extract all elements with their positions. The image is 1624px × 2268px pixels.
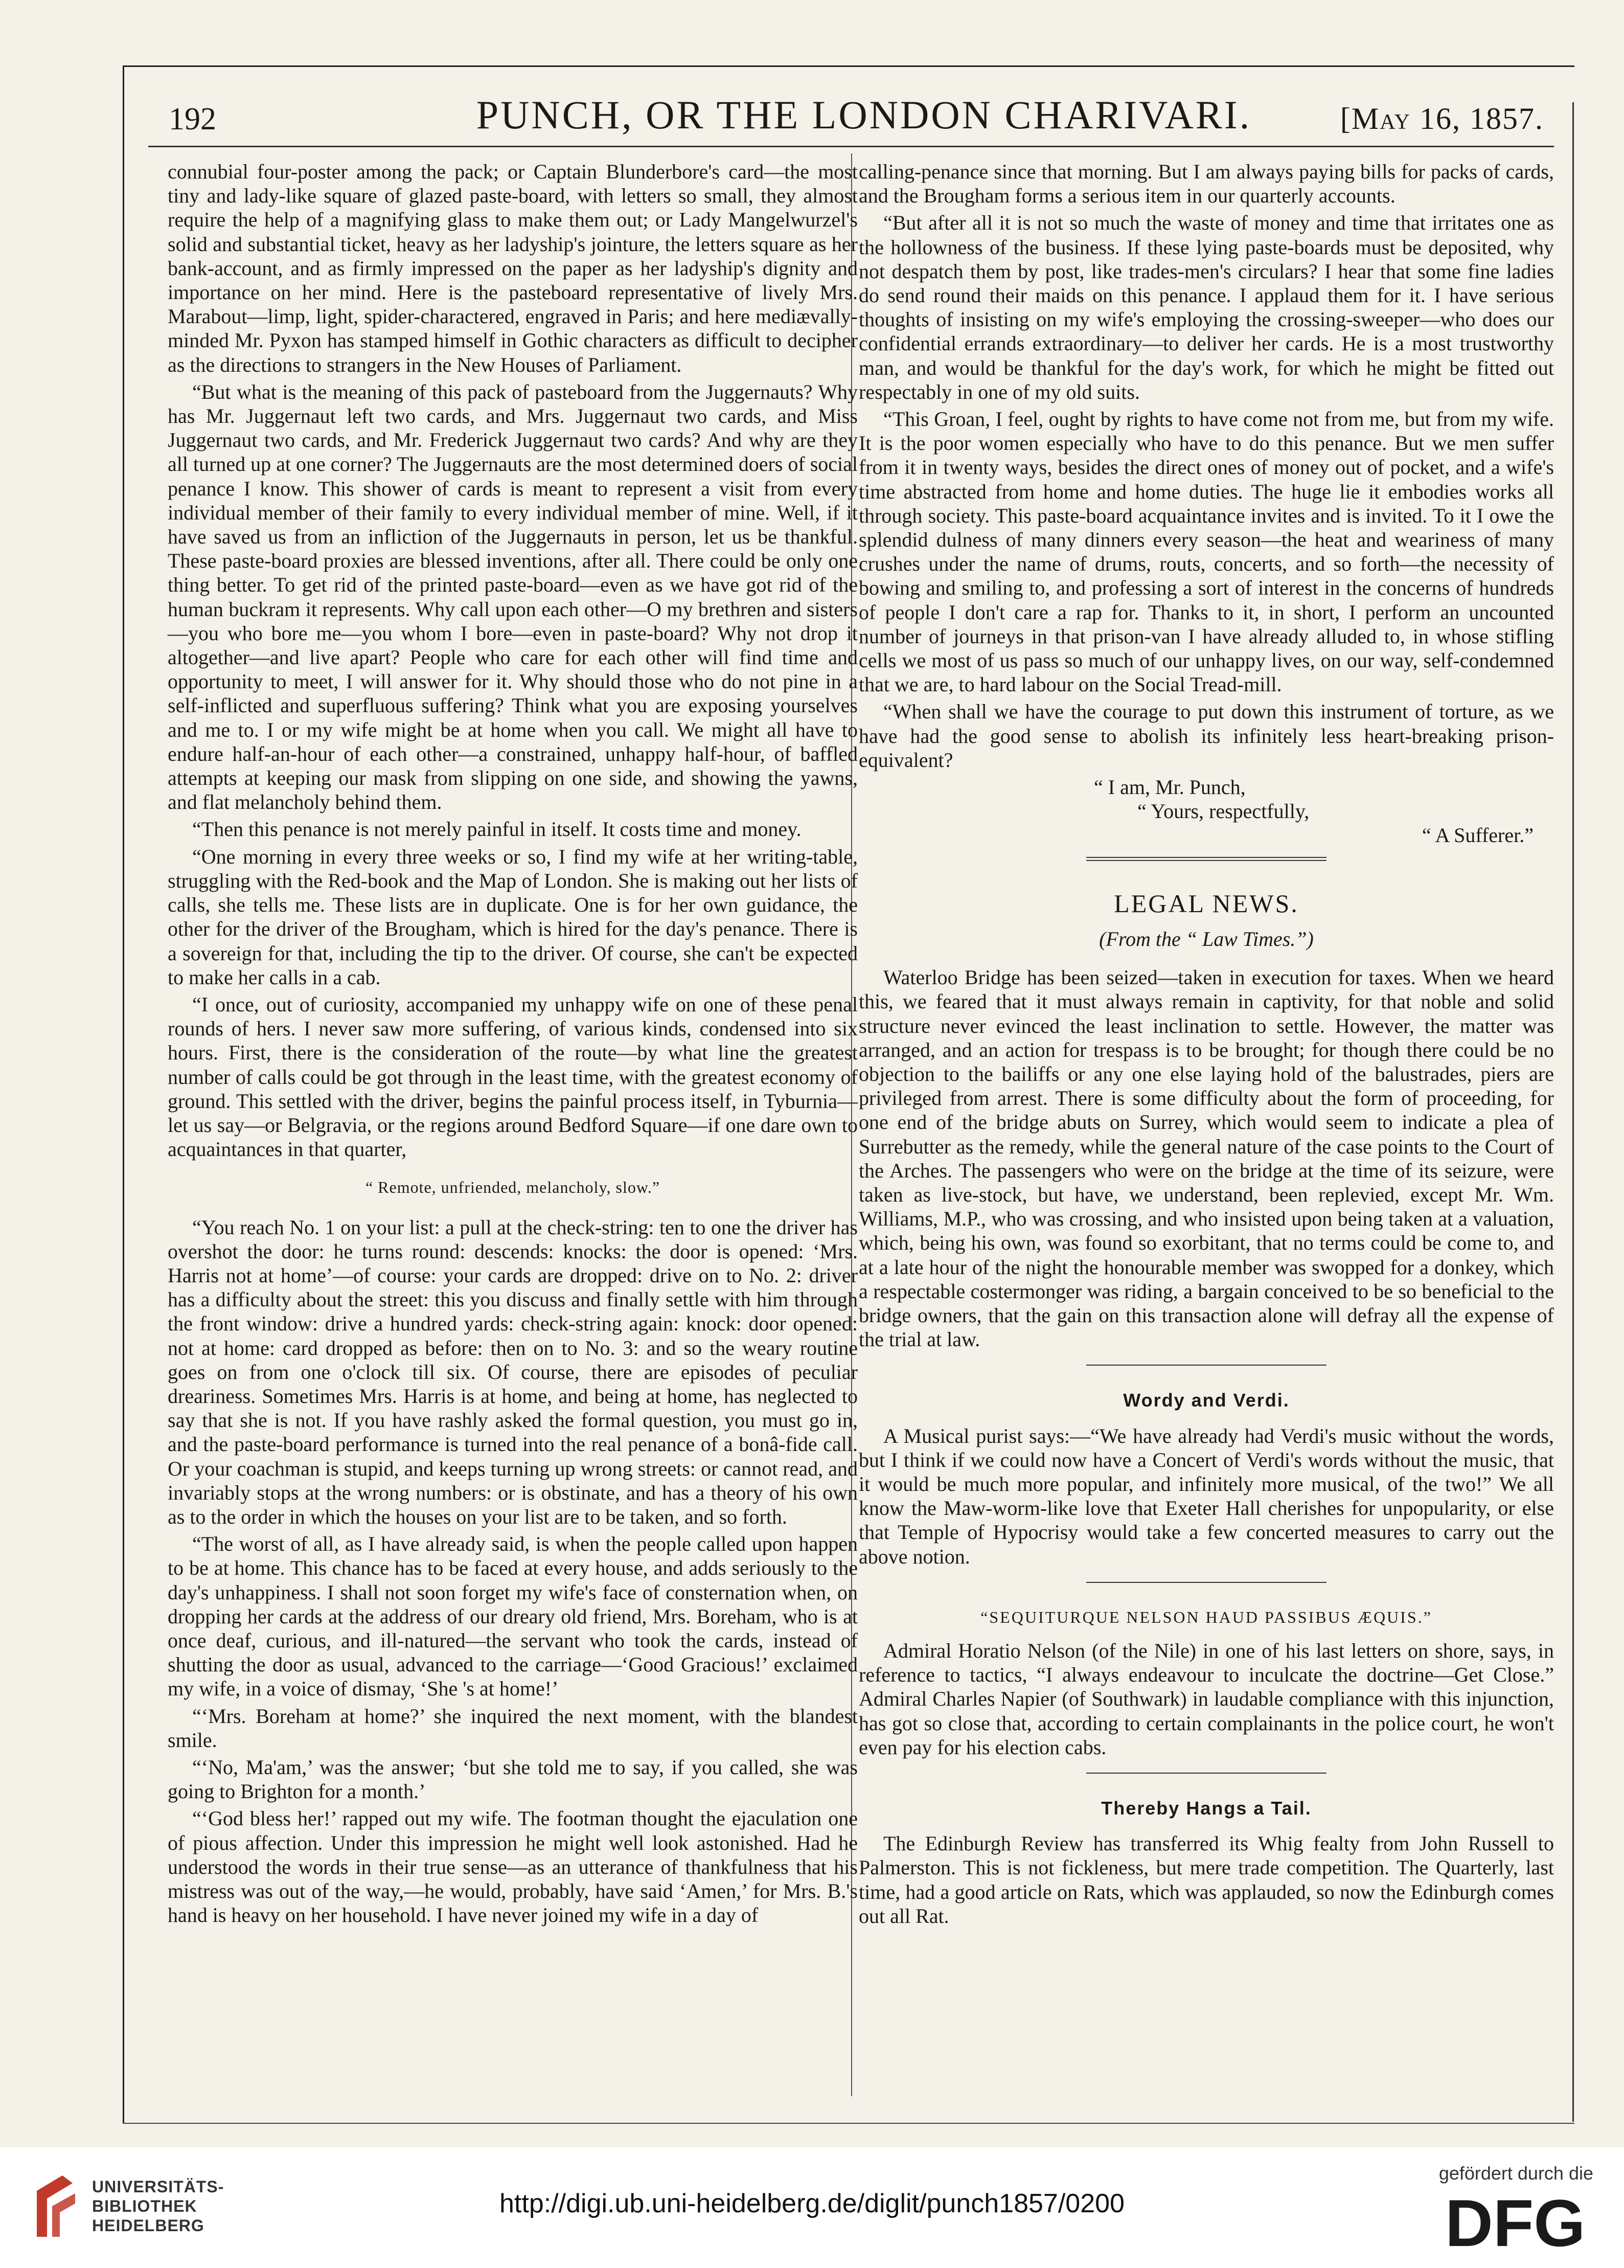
library-name-line: UNIVERSITÄTS- [92,2178,224,2196]
legal-news-text: Waterloo Bridge has been seized—taken in execution for taxes. When we heard this, we feared that it must always remain in captivity, for that noble and solid structure never evinced the least inclination to settle. However, the matter was arranged, and an action for trespass is to be brought; for though there could be no objection to the bailiffs or any one else laying hold of the balustrades, piers are privileged from arrest. There is some difficulty about the form of proceeding, for one end of the bridge abuts on Surrey, which would seem to indicate a plea of Surrebutter as the remedy, while the general nature of the case points to the Court of the Arches. The passengers who were on the bridge at the time of its seizure, were taken as live-stock, but have, we understand, been replevied, except Mr. Wm. Williams, M.P., who was crossing, and who insisted upon being taken at a valuation, which, being his own, was found so exorbitant, that no terms could be come to, and at a late hour of the night the honourable member was swopped for a donkey, which a respectable costermonger was riding, a bargain conceived to be so beneficial to the bridge owners, that the gain on this transaction alone will defray all the expense of the trial at law. [859,966,1554,1351]
article-paragraph: “I once, out of curiosity, accompanied my unhappy wife on one of these penal rounds of hers. I never saw more suffering, of various kinds, condensed into six hours. First, there is the consideration of the route—by what line the greatest number of calls could be got through in the least time, with the greatest economy of ground. This settled with the driver, begins the painful process itself, in Tyburnia—let us say—or Belgravia, or the regions around Bedford Square—if one dare own to acquaintances in that quarter, [168,992,858,1161]
section-divider [1086,857,1326,861]
digitization-footer [0,2147,1624,2268]
article-paragraph: “‘Mrs. Boreham at home?’ she inquired the next moment, with the blandest smile. [168,1704,858,1752]
wordy-verdi-title: Wordy and Verdi. [1123,1390,1290,1411]
funding-text: gefördert durch die [1438,2163,1593,2184]
wordy-verdi-text: A Musical purist says:—“We have already had Verdi's music without the words, but I think if we could now have a Concert of Verdi's words without the music, that it would be much more popular, and infinitely more musical, of the two!” We all know the Maw-worm-like love that Exeter Hall cherishes for unpopularity, or else that Temple of Hypocrisy would take a few concerted measures to carry out the above notion. [859,1424,1554,1568]
article-paragraph: “You reach No. 1 on your list: a pull at the check-string: ten to one the driver has overshot the door: he turns round: descends: knocks: the door is opened: ‘Mrs. Harris not at home’—of course: your cards are dropped: drive on to No. 2: driver has a difficulty about the street: this you discuss and finally settle with him through the front window: drive a hundred yards: check-string again: knock: door opened: not at home: card dropped as before: then on to No. 3: and so the weary routine goes on from one o'clock till six. Of course, there are episodes of peculiar dreariness. Sometimes Mrs. Harris is at home, and being at home, has neglected to say that she is not. If you have rashly asked the formal question, you must go in, and the paste-board performance is turned into the real penance of a bonâ-fide call. Or your coachman is stupid, and keeps turning up wrong streets: or cannot read, and invariably stops at the wrong numbers: or is obstinate, and has a theory of his own as to the order in which the houses on your list are to be taken, and so forth. [168,1215,858,1528]
page-number: 192 [169,102,216,137]
nelson-motto: “SEQUITURQUE NELSON HAUD PASSIBUS ÆQUIS.” [980,1607,1432,1626]
source-url-link[interactable]: http://digi.ub.uni-heidelberg.de/diglit/punch1857/0200 [499,2189,1125,2218]
nelson-text: Admiral Horatio Nelson (of the Nile) in one of his last letters on shore, says, in reference to tactics, “I always endeavour to inculcate the doctrine—Get Close.” Admiral Charles Napier (of Southwark) in laudable compliance with this injunction, has got so close that, according to certain complainants in the police court, he won't even pay for his election cabs. [859,1639,1554,1759]
page-frame-bottom [123,2123,1574,2124]
signature-line: “ I am, Mr. Punch, [1094,776,1246,799]
left-column [168,160,858,1930]
article-paragraph: “The worst of all, as I have already said, is when the people called upon happen to be at home. This chance has to be faced at every house, and adds seriously to the day's unhappiness. I shall not soon forget my wife's face of consternation when, on dropping her cards at the address of our dreary old friend, Mrs. Boreham, who is at once deaf, curious, and ill-natured—the servant who took the cards, instead of shutting the door as usual, advanced to the carriage—‘Good Gracious!’ exclaimed my wife, in a voice of dismay, ‘She 's at home!’ [168,1532,858,1700]
right-column [859,160,1554,1931]
dfg-logo-icon [1445,2191,1593,2252]
issue-date: [May 16, 1857. [1340,102,1544,135]
page-frame-left [123,65,124,2123]
signature-line: “ A Sufferer.” [1422,824,1534,847]
tail-title: Thereby Hangs a Tail. [1101,1797,1312,1819]
article-paragraph: “This Groan, I feel, ought by rights to have come not from me, but from my wife. It is the poor women especially who have to do this penance. But we men suffer from it in twenty ways, besides the direct ones of money out of pocket, and a wife's time abstracted from home and home duties. The huge lie it embodies works all through society. This paste-board acquaintance invites and is invited. To it I owe the splendid dulness of many dinners every season—the heat and weariness of many crushes under the name of drums, routs, concerts, and so forth—the necessity of bowing and smiling to, and professing a sort of interest in the concerns of hundreds of people I don't care a rap for. Thanks to it, in short, I perform an uncounted number of journeys in that prison-van I have already alluded to, in whose stifling cells we most of us pass so much of our unhappy lives, on our way, self-condemned that we are, to hard labour on the Social Tread-mill. [859,407,1554,696]
article-paragraph: “‘God bless her!’ rapped out my wife. The footman thought the ejaculation one of pious affection. Under this impression he might well look astonished. Had he understood the words in their true sense—as an utterance of thankfulness that his mistress was out of the way,—he would, probably, have said ‘Amen,’ for Mrs. B.'s hand is heavy on her household. I have never joined my wife in a day of [168,1807,858,1927]
legal-news-title: LEGAL NEWS. [1114,889,1299,918]
running-head [164,87,1564,148]
signature-line: “ Yours, respectfully, [1137,800,1310,823]
section-divider [1086,1773,1326,1774]
article-paragraph: “Then this penance is not merely painful in itself. It costs time and money. [192,818,802,841]
section-divider [1086,1582,1326,1583]
legal-news-source: (From the “ Law Times.”) [1099,927,1314,950]
article-paragraph: connubial four-poster among the pack; or Captain Blunderbore's card—the most tiny and lady-like square of glazed paste-board, with letters so small, they almost require the help of a magnifying glass to make them out; or Lady Mangelwurzel's solid and substantial ticket, heavy as her ladyship's jointure, the letters square as her bank-account, and as firmly impressed on the paper as her ladyship's dignity and importance on her mind. Here is the pasteboard representative of lively Mrs. Marabout—limp, light, spider-charactered, engraved in Paris; and here mediævally-minded Mr. Pyxon has stamped himself in Gothic characters as difficult to decipher as the directions to strangers in the New Houses of Parliament. [168,160,858,376]
journal-title: PUNCH, OR THE LONDON CHARIVARI. [476,93,1252,137]
article-paragraph: “When shall we have the courage to put down this instrument of torture, as we have had the good sense to abolish its infinitely less heart-breaking prison-equivalent? [859,700,1554,772]
article-paragraph: calling-penance since that morning. But I am always paying bills for packs of cards, and the Brougham forms a serious item in our quarterly accounts. [859,160,1554,208]
article-paragraph: “One morning in every three weeks or so, I find my wife at her writing-table, struggling with the Red-book and the Map of London. She is making out her lists of calls, she tells me. These lists are in duplicate. One is for her own guidance, the other for the driver of the Brougham, which is hired for the day's penance. There is a sovereign for that, including the tip to the driver. Of course, she can't be expected to make her calls in a cab. [168,845,858,989]
dfg-logo-text: DFG [1445,2191,1586,2252]
header-rule [148,146,1554,147]
section-divider [1086,1365,1326,1366]
article-paragraph: “But what is the meaning of this pack of pasteboard from the Juggernauts? Why has Mr. Juggernaut left two cards, and Mrs. Juggernaut two cards, and Miss Juggernaut two cards, and Mr. Frederick Juggernaut two cards? And why are they all turned up at one corner? The Juggernauts are the most determined doers of social penance I know. This shower of cards is meant to represent a visit from every individual member of their family to every individual member of mine. Well, if it have saved us from an infliction of the Juggernauts in person, let us be thankful. These paste-board proxies are blessed inventions, after all. There could be only one thing better. To get rid of the printed paste-board—even as we have got rid of the human buckram it represents. Why call upon each other—O my brethren and sisters—you who bore me—you whom I bore—even in paste-board? Why not drop it altogether—and live apart? People who care for each other will find time and opportunity to meet, I will answer for it. Why should those who do not pine in a self-inflicted and superfluous suffering? Think what you are exposing yourselves and me to. I or my wife might be at home when you call. We might all have to endure half-an-hour of each other—a constrained, unhappy half-hour, of baffled attempts at keeping our mask from slipping on one side, and showing the yawns, and flat melancholy behind them. [168,380,858,814]
quotation-line: “ Remote, unfriended, melancholy, slow.” [365,1178,660,1197]
library-name-line: BIBLIOTHEK [92,2197,197,2215]
article-paragraph: “‘No, Ma'am,’ was the answer; ‘but she told me to say, if you called, she was going to Brighton for a month.’ [168,1756,858,1803]
page-frame-top [123,65,1574,67]
article-paragraph: “But after all it is not so much the waste of money and time that irritates one as the hollowness of the business. If these lying paste-boards must be deposited, why not despatch them by post, like trades-men's circulars? I hear that some fine ladies do send round their maids on this penance. I applaud them for it. I have serious thoughts of insisting on my wife's employing the crossing-sweeper—who does our confidential errands extraordinary—to deliver her cards. He is a most trustworthy man, and would be thankful for the day's work, for which he might be fitted out respectably in one of my old suits. [859,211,1554,403]
library-name-line: HEIDELBERG [92,2216,204,2235]
page-frame-right [1572,102,1574,2122]
tail-text: The Edinburgh Review has transferred its Whig fealty from John Russell to Palmerston. This is not fickleness, but mere trade competition. The Quarterly, last time, had a good article on Rats, which was applauded, so now the Edinburgh comes out all Rat. [859,1832,1554,1927]
